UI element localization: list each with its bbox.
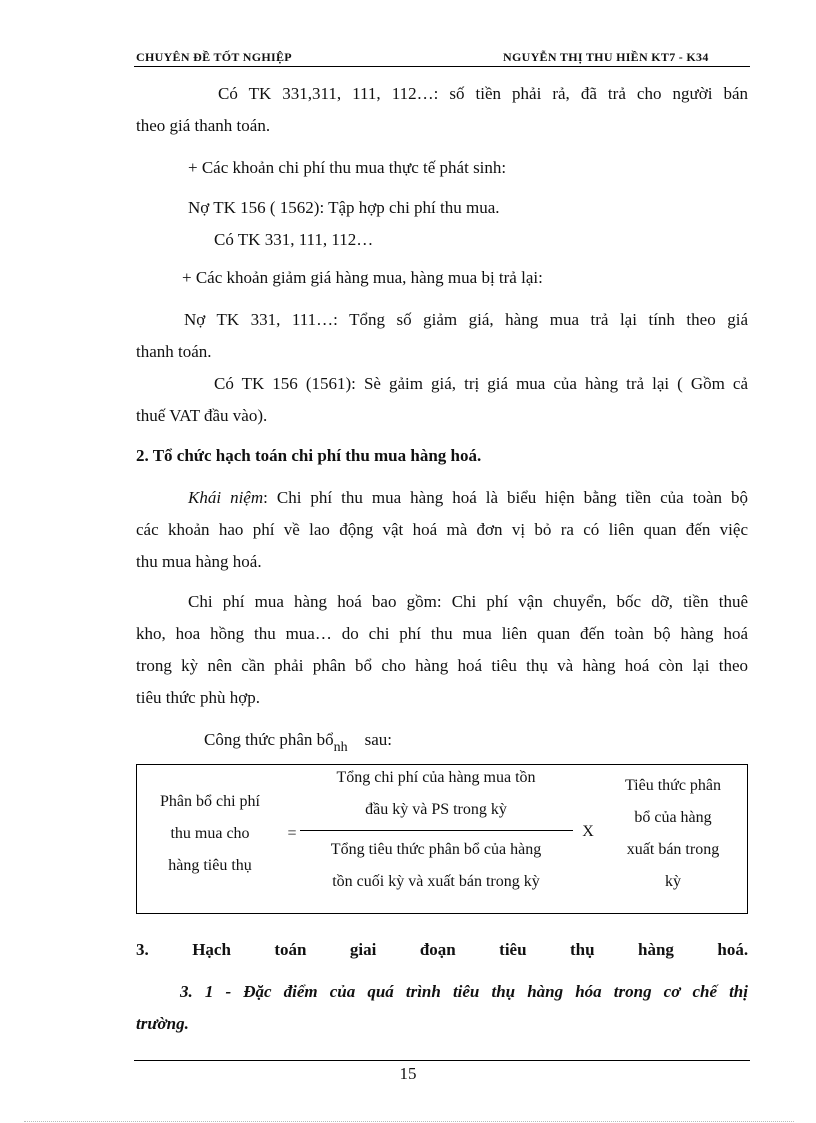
formula-left-line: Phân bổ chi phí: [160, 793, 260, 810]
line-co-tk-331-111: Có TK 331, 111, 112…: [214, 230, 374, 249]
section-3-word: giai: [349, 940, 377, 959]
section-3-word: đoạn: [419, 940, 456, 959]
section-3-word: hoá.: [717, 940, 749, 959]
formula-fraction-bar: [300, 830, 573, 831]
para-chi-phi-line1: Chi phí mua hàng hoá bao gồm: Chi phí vận chuyển, bốc dỡ, tiền thuê: [188, 592, 748, 611]
page-number: 15: [399, 1064, 417, 1083]
formula-times: X: [582, 823, 594, 840]
formula-left-line: hàng tiêu thụ: [168, 857, 252, 874]
subsection-3-1-line1: 3. 1 - Đặc điểm của quá trình tiêu thụ hàng hóa trong cơ chế thị: [180, 982, 748, 1001]
formula-intro-sub: nh: [333, 740, 348, 755]
header-left-title: CHUYÊN ĐỀ TỐT NGHIỆP: [136, 50, 292, 64]
para-khai-niem-line3: thu mua hàng hoá.: [136, 552, 262, 571]
line-no-tk-331: Nợ TK 331, 111…: Tổng số giảm giá, hàng mua trả lại tính theo giá: [184, 310, 748, 329]
formula-intro-text: Công thức phân bổ: [204, 730, 334, 749]
formula-right-line: bổ của hàng: [634, 809, 712, 826]
formula-numerator-line: Tổng chi phí của hàng mua tồn: [336, 769, 536, 786]
line-co-tk-331: Có TK 331,311, 111, 112…: số tiền phải rả, đã trả cho người bán: [218, 84, 748, 103]
formula-right-line: Tiêu thức phân: [624, 777, 722, 794]
section-3-word: Hạch: [192, 940, 231, 959]
section-2-heading: 2. Tổ chức hạch toán chi phí thu mua hàng hoá.: [136, 446, 482, 465]
section-3-word: thụ: [570, 940, 595, 959]
page-bottom-dotted-edge: [24, 1121, 794, 1122]
para-khai-niem-line2: các khoản hao phí về lao động vật hoá mà đơn vị bỏ ra có liên quan đến việc: [136, 520, 748, 539]
header-divider: [134, 66, 750, 67]
formula-left-label: [140, 786, 280, 882]
line-theo-gia: theo giá thanh toán.: [136, 116, 271, 135]
formula-denominator-line: tồn cuối kỳ và xuất bán trong kỳ: [332, 873, 540, 890]
term-khai-niem: Khái niệm: [188, 488, 264, 507]
subsection-3-1-line2: trường.: [136, 1014, 189, 1033]
section-3-word: hàng: [638, 940, 674, 959]
para-chi-phi-line4: tiêu thức phù hợp.: [136, 688, 260, 707]
line-thanh-toan: thanh toán.: [136, 342, 212, 361]
line-giam-gia: + Các khoản giảm giá hàng mua, hàng mua bị trả lại:: [182, 268, 543, 287]
formula-left-line: thu mua cho: [170, 825, 250, 842]
formula-right-line: kỳ: [665, 873, 681, 890]
para-chi-phi-line2: kho, hoa hồng thu mua… do chi phí thu mua liên quan đến toàn bộ hàng hoá: [136, 624, 748, 643]
formula-right-line: xuất bán trong: [626, 841, 720, 858]
header-right-author: NGUYỄN THỊ THU HIỀN KT7 - K34: [503, 50, 709, 64]
formula-equals: =: [287, 825, 297, 842]
para-khai-niem-line1: [188, 488, 748, 508]
footer-divider: [134, 1060, 750, 1061]
formula-right-label: [600, 770, 746, 898]
formula-denominator: [296, 834, 576, 898]
para-chi-phi-line3: trong kỳ nên cần phải phân bổ cho hàng hoá tiêu thụ và hàng hoá còn lại theo: [136, 656, 748, 675]
line-no-tk-156: Nợ TK 156 ( 1562): Tập hợp chi phí thu mua.: [188, 198, 500, 217]
section-3-word: tiêu: [499, 940, 527, 959]
formula-numerator: [296, 762, 576, 826]
section-3-word: toán: [274, 940, 307, 959]
section-3-heading: [136, 940, 748, 960]
formula-intro-end: sau:: [364, 730, 393, 749]
formula-denominator-line: Tổng tiêu thức phân bổ của hàng: [330, 841, 542, 858]
khai-niem-text: : Chi phí thu mua hàng hoá là biểu hiện bằng tiền của toàn bộ: [263, 488, 749, 507]
section-3-word: 3.: [136, 940, 149, 959]
line-chi-phi-thu-mua: + Các khoản chi phí thu mua thực tế phát sinh:: [188, 158, 507, 177]
line-co-tk-156: Có TK 156 (1561): Sè gảim giá, trị giá mua của hàng trả lại ( Gồm cả: [214, 374, 748, 393]
formula-numerator-line: đầu kỳ và PS trong kỳ: [365, 801, 507, 818]
formula-intro: [204, 730, 392, 758]
line-thue-vat: thuế VAT đầu vào).: [136, 406, 268, 425]
